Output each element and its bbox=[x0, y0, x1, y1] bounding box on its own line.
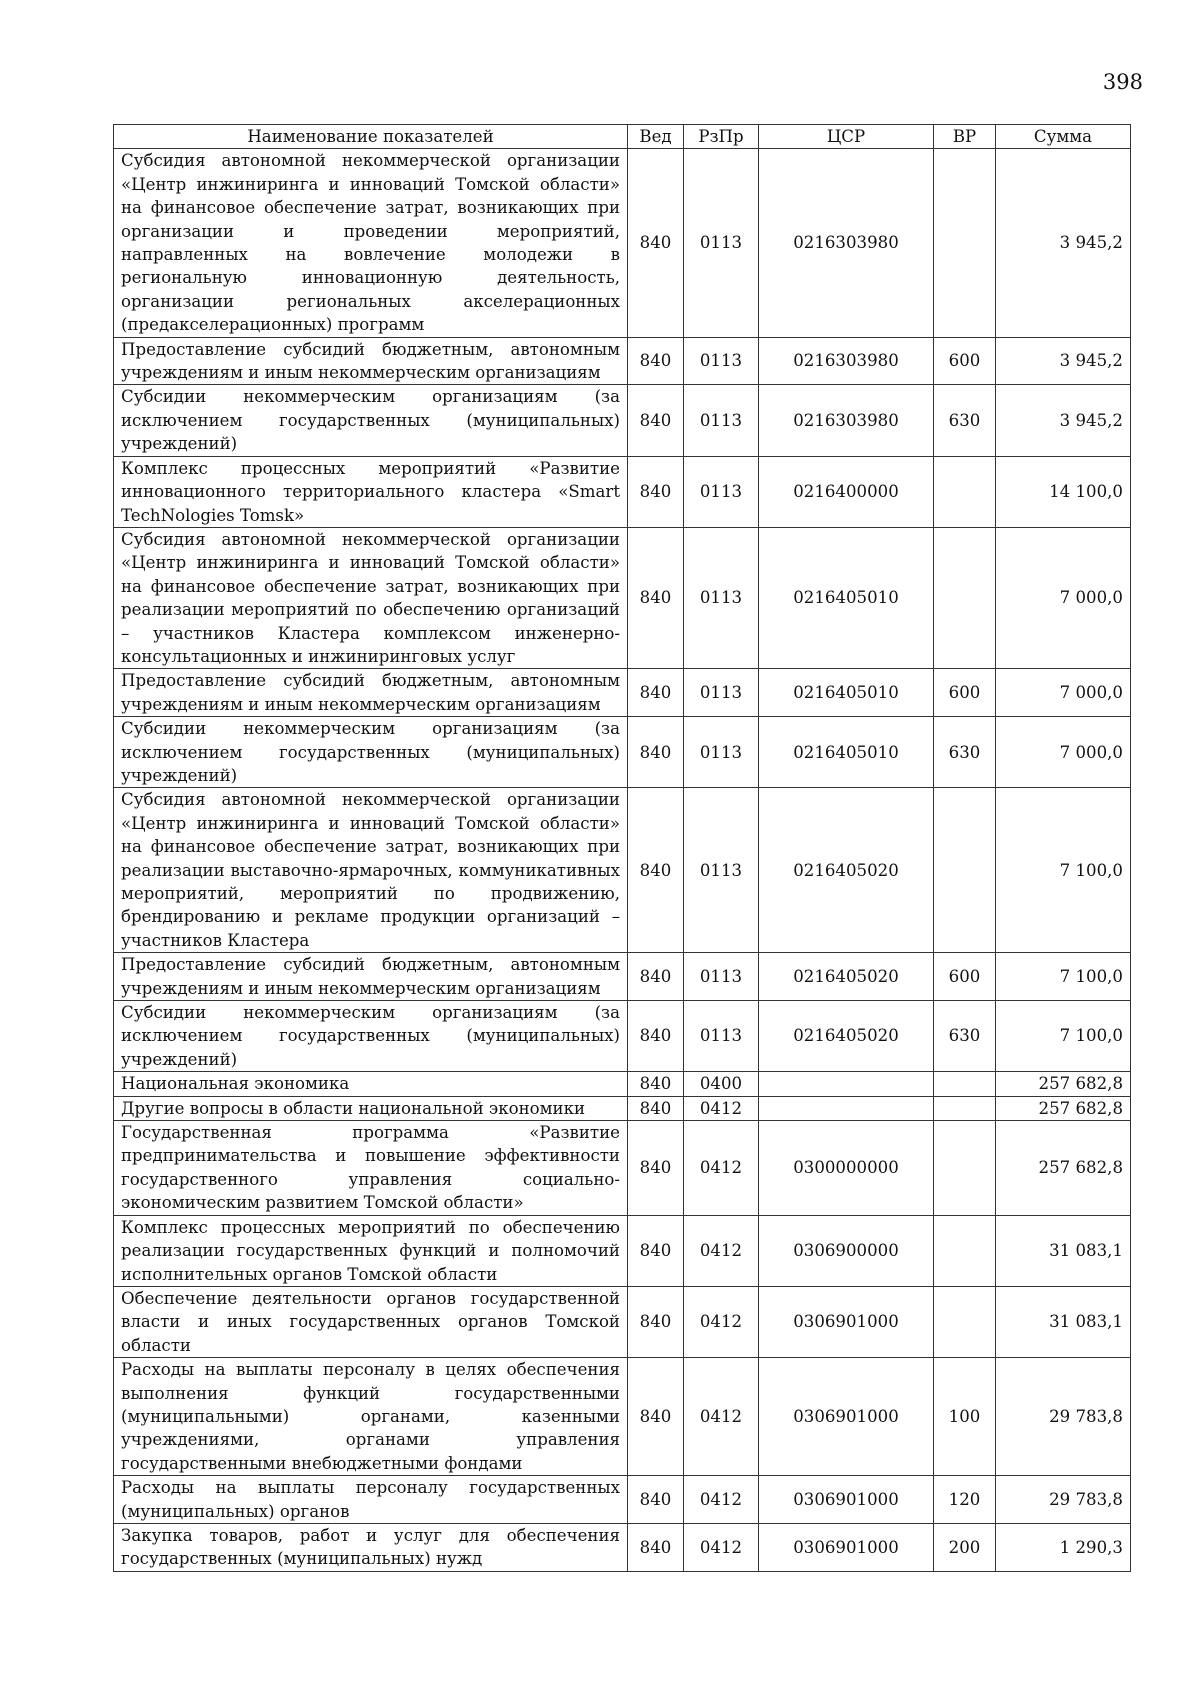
cell-vr: 630 bbox=[934, 717, 996, 788]
cell-rzpr: 0113 bbox=[684, 717, 759, 788]
table-row bbox=[114, 717, 1131, 788]
cell-sum: 7 000,0 bbox=[996, 717, 1131, 788]
table-row bbox=[114, 1072, 1131, 1096]
cell-name: Закупка товаров, работ и услуг для обеспечения государственных (муниципальных) нужд bbox=[114, 1523, 628, 1571]
cell-vr bbox=[934, 456, 996, 527]
cell-rzpr: 0113 bbox=[684, 149, 759, 337]
cell-csr: 0216303980 bbox=[759, 385, 934, 456]
table-row bbox=[114, 1096, 1131, 1120]
cell-vr bbox=[934, 1286, 996, 1357]
header-ved: Вед bbox=[628, 125, 684, 149]
cell-ved: 840 bbox=[628, 1358, 684, 1476]
cell-rzpr: 0113 bbox=[684, 1001, 759, 1072]
cell-rzpr: 0113 bbox=[684, 385, 759, 456]
cell-csr: 0306901000 bbox=[759, 1358, 934, 1476]
table-row bbox=[114, 953, 1131, 1001]
cell-name: Национальная экономика bbox=[114, 1072, 628, 1096]
cell-rzpr: 0412 bbox=[684, 1358, 759, 1476]
cell-name: Субсидия автономной некоммерческой организации «Центр инжиниринга и инноваций Томской области» на финансовое обеспечение затрат, возникающих при организации и проведении мероприятий, направленных на вовлечение молодежи в региональную инновационную деятельность, организации региональных акселерационных (предакселерационных) программ bbox=[114, 149, 628, 337]
cell-rzpr: 0113 bbox=[684, 527, 759, 668]
cell-vr bbox=[934, 1072, 996, 1096]
cell-vr bbox=[934, 1121, 996, 1216]
header-vr: ВР bbox=[934, 125, 996, 149]
header-sum: Сумма bbox=[996, 125, 1131, 149]
cell-vr: 600 bbox=[934, 337, 996, 385]
cell-name: Субсидия автономной некоммерческой организации «Центр инжиниринга и инноваций Томской области» на финансовое обеспечение затрат, возникающих при реализации выставочно-ярмарочных, коммуникативных мероприятий, мероприятий по продвижению, брендированию и рекламе продукции организаций – участников Кластера bbox=[114, 788, 628, 953]
cell-ved: 840 bbox=[628, 669, 684, 717]
cell-name: Комплекс процессных мероприятий «Развитие инновационного территориального кластера «Smart TechNologies Tomsk» bbox=[114, 456, 628, 527]
cell-name: Предоставление субсидий бюджетным, автономным учреждениям и иным некоммерческим организациям bbox=[114, 337, 628, 385]
cell-csr: 0306901000 bbox=[759, 1286, 934, 1357]
table-row bbox=[114, 149, 1131, 337]
cell-csr: 0216303980 bbox=[759, 149, 934, 337]
cell-csr bbox=[759, 1096, 934, 1120]
table-row bbox=[114, 337, 1131, 385]
table-row bbox=[114, 669, 1131, 717]
cell-csr: 0306901000 bbox=[759, 1523, 934, 1571]
cell-rzpr: 0412 bbox=[684, 1523, 759, 1571]
table-row bbox=[114, 1215, 1131, 1286]
cell-vr: 630 bbox=[934, 1001, 996, 1072]
cell-ved: 840 bbox=[628, 1476, 684, 1524]
cell-ved: 840 bbox=[628, 456, 684, 527]
table-header-row bbox=[114, 125, 1131, 149]
cell-sum: 3 945,2 bbox=[996, 337, 1131, 385]
cell-ved: 840 bbox=[628, 1072, 684, 1096]
table-body bbox=[114, 149, 1131, 1571]
cell-vr: 630 bbox=[934, 385, 996, 456]
table-row bbox=[114, 385, 1131, 456]
cell-rzpr: 0113 bbox=[684, 669, 759, 717]
cell-sum: 257 682,8 bbox=[996, 1072, 1131, 1096]
cell-sum: 7 100,0 bbox=[996, 1001, 1131, 1072]
cell-vr: 600 bbox=[934, 669, 996, 717]
cell-name: Обеспечение деятельности органов государственной власти и иных государственных органов Томской области bbox=[114, 1286, 628, 1357]
table-row bbox=[114, 527, 1131, 668]
cell-ved: 840 bbox=[628, 1286, 684, 1357]
cell-name: Предоставление субсидий бюджетным, автономным учреждениям и иным некоммерческим организациям bbox=[114, 953, 628, 1001]
cell-sum: 3 945,2 bbox=[996, 149, 1131, 337]
cell-vr: 600 bbox=[934, 953, 996, 1001]
cell-ved: 840 bbox=[628, 953, 684, 1001]
cell-ved: 840 bbox=[628, 337, 684, 385]
cell-rzpr: 0412 bbox=[684, 1476, 759, 1524]
cell-sum: 7 000,0 bbox=[996, 669, 1131, 717]
header-name: Наименование показателей bbox=[114, 125, 628, 149]
cell-ved: 840 bbox=[628, 717, 684, 788]
cell-vr bbox=[934, 1215, 996, 1286]
cell-name: Субсидия автономной некоммерческой организации «Центр инжиниринга и инноваций Томской области» на финансовое обеспечение затрат, возникающих при реализации мероприятий по обеспечению организаций – участников Кластера комплексом инженерно-консультационных и инжиниринговых услуг bbox=[114, 527, 628, 668]
cell-csr: 0306901000 bbox=[759, 1476, 934, 1524]
cell-sum: 31 083,1 bbox=[996, 1215, 1131, 1286]
cell-rzpr: 0113 bbox=[684, 456, 759, 527]
cell-sum: 3 945,2 bbox=[996, 385, 1131, 456]
cell-vr bbox=[934, 527, 996, 668]
cell-name: Субсидии некоммерческим организациям (за исключением государственных (муниципальных) учреждений) bbox=[114, 385, 628, 456]
cell-vr bbox=[934, 1096, 996, 1120]
cell-rzpr: 0412 bbox=[684, 1121, 759, 1216]
cell-sum: 29 783,8 bbox=[996, 1358, 1131, 1476]
cell-name: Расходы на выплаты персоналу государственных (муниципальных) органов bbox=[114, 1476, 628, 1524]
budget-table bbox=[113, 124, 1131, 1572]
cell-sum: 29 783,8 bbox=[996, 1476, 1131, 1524]
cell-ved: 840 bbox=[628, 149, 684, 337]
cell-sum: 257 682,8 bbox=[996, 1121, 1131, 1216]
cell-csr: 0216303980 bbox=[759, 337, 934, 385]
cell-csr: 0300000000 bbox=[759, 1121, 934, 1216]
cell-ved: 840 bbox=[628, 1215, 684, 1286]
cell-name: Комплекс процессных мероприятий по обеспечению реализации государственных функций и полномочий исполнительных органов Томской области bbox=[114, 1215, 628, 1286]
cell-rzpr: 0412 bbox=[684, 1215, 759, 1286]
cell-sum: 257 682,8 bbox=[996, 1096, 1131, 1120]
cell-name: Предоставление субсидий бюджетным, автономным учреждениям и иным некоммерческим организациям bbox=[114, 669, 628, 717]
cell-csr bbox=[759, 1072, 934, 1096]
cell-sum: 31 083,1 bbox=[996, 1286, 1131, 1357]
cell-vr: 200 bbox=[934, 1523, 996, 1571]
page-number: 398 bbox=[1102, 70, 1143, 94]
cell-rzpr: 0113 bbox=[684, 788, 759, 953]
cell-csr: 0216405020 bbox=[759, 788, 934, 953]
cell-rzpr: 0412 bbox=[684, 1096, 759, 1120]
header-csr: ЦСР bbox=[759, 125, 934, 149]
cell-vr: 120 bbox=[934, 1476, 996, 1524]
cell-csr: 0306900000 bbox=[759, 1215, 934, 1286]
table-row bbox=[114, 1121, 1131, 1216]
cell-ved: 840 bbox=[628, 1121, 684, 1216]
table-row bbox=[114, 1001, 1131, 1072]
cell-rzpr: 0113 bbox=[684, 953, 759, 1001]
table-row bbox=[114, 1286, 1131, 1357]
table-row bbox=[114, 1358, 1131, 1476]
cell-csr: 0216400000 bbox=[759, 456, 934, 527]
cell-rzpr: 0113 bbox=[684, 337, 759, 385]
cell-sum: 7 000,0 bbox=[996, 527, 1131, 668]
cell-sum: 7 100,0 bbox=[996, 788, 1131, 953]
cell-name: Расходы на выплаты персоналу в целях обеспечения выполнения функций государственными (муниципальными) органами, казенными учреждениями, органами управления государственными внебюджетными фондами bbox=[114, 1358, 628, 1476]
cell-ved: 840 bbox=[628, 1096, 684, 1120]
table-row bbox=[114, 1523, 1131, 1571]
cell-rzpr: 0400 bbox=[684, 1072, 759, 1096]
cell-rzpr: 0412 bbox=[684, 1286, 759, 1357]
cell-ved: 840 bbox=[628, 385, 684, 456]
header-rzpr: РзПр bbox=[684, 125, 759, 149]
table-row bbox=[114, 456, 1131, 527]
cell-name: Субсидии некоммерческим организациям (за исключением государственных (муниципальных) учреждений) bbox=[114, 1001, 628, 1072]
table-row bbox=[114, 1476, 1131, 1524]
cell-name: Другие вопросы в области национальной экономики bbox=[114, 1096, 628, 1120]
cell-sum: 1 290,3 bbox=[996, 1523, 1131, 1571]
cell-name: Государственная программа «Развитие предпринимательства и повышение эффективности государственного управления социально-экономическим развитием Томской области» bbox=[114, 1121, 628, 1216]
cell-csr: 0216405020 bbox=[759, 1001, 934, 1072]
cell-vr bbox=[934, 788, 996, 953]
cell-name: Субсидии некоммерческим организациям (за исключением государственных (муниципальных) учреждений) bbox=[114, 717, 628, 788]
cell-sum: 7 100,0 bbox=[996, 953, 1131, 1001]
cell-csr: 0216405020 bbox=[759, 953, 934, 1001]
cell-ved: 840 bbox=[628, 1523, 684, 1571]
cell-ved: 840 bbox=[628, 788, 684, 953]
cell-ved: 840 bbox=[628, 1001, 684, 1072]
table-row bbox=[114, 788, 1131, 953]
cell-vr: 100 bbox=[934, 1358, 996, 1476]
cell-csr: 0216405010 bbox=[759, 717, 934, 788]
cell-vr bbox=[934, 149, 996, 337]
cell-ved: 840 bbox=[628, 527, 684, 668]
cell-csr: 0216405010 bbox=[759, 669, 934, 717]
cell-sum: 14 100,0 bbox=[996, 456, 1131, 527]
cell-csr: 0216405010 bbox=[759, 527, 934, 668]
